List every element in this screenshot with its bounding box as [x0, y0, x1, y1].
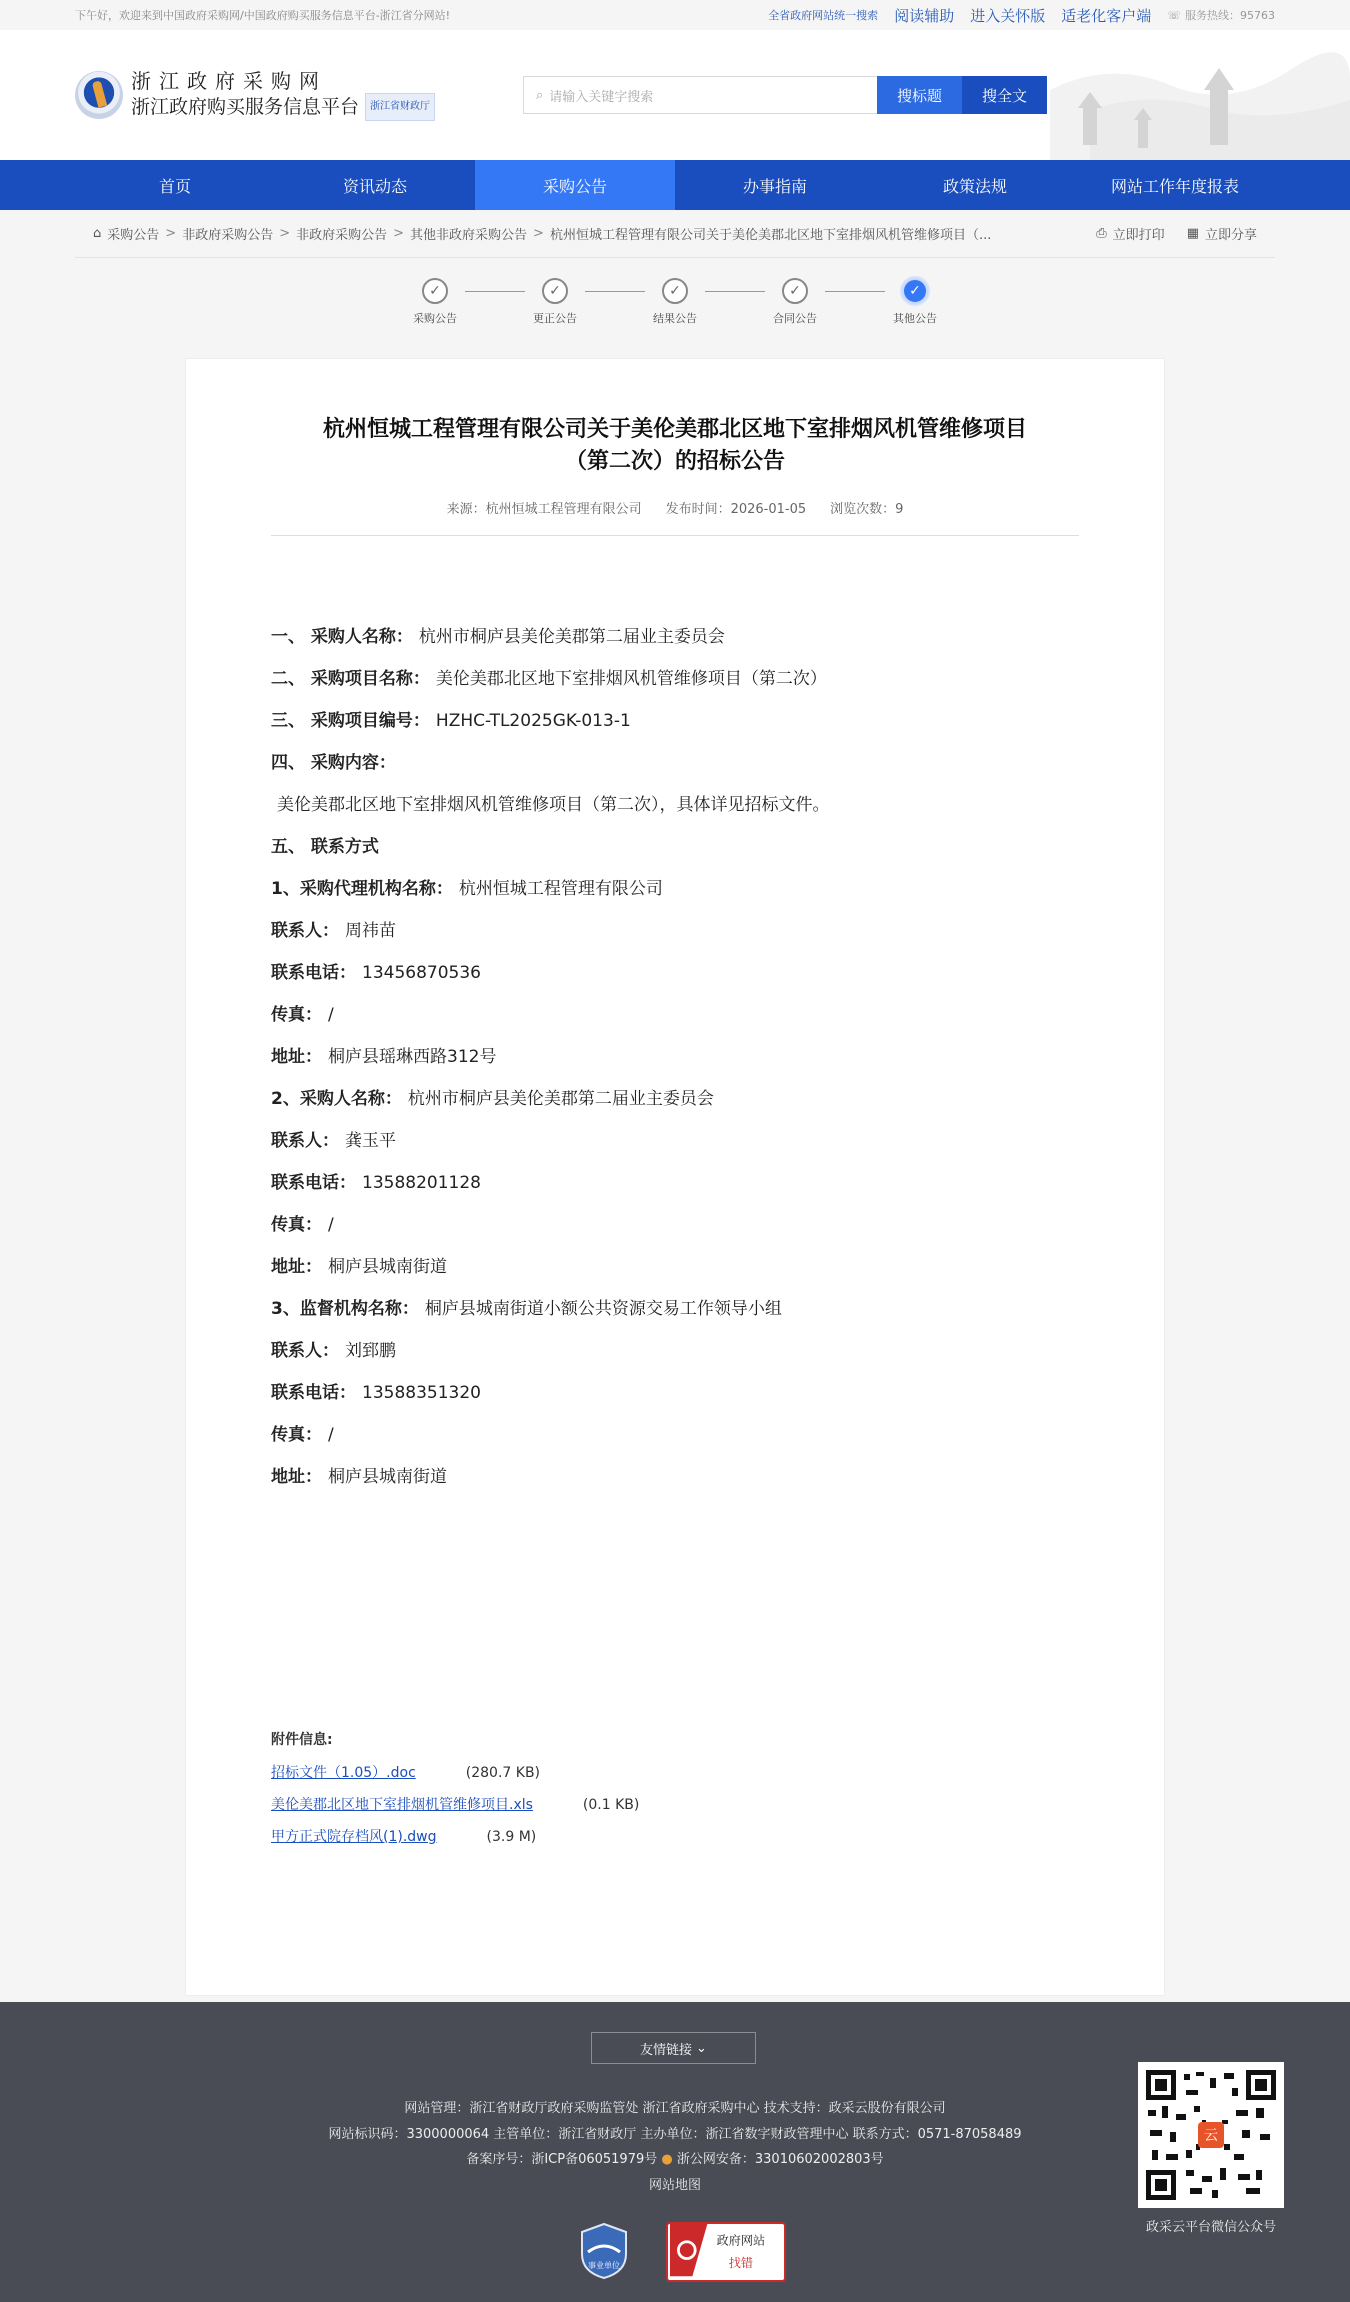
search-icon: ⌕ [536, 87, 544, 103]
nav-procurement-notices[interactable]: 采购公告 [475, 160, 675, 210]
search-placeholder: 请输入关键字搜索 [549, 89, 654, 105]
title-line: 杭州恒城工程管理有限公司关于美伦美郡北区地下室排烟风机管维修项目 [322, 417, 1027, 442]
article-row [271, 994, 1079, 1036]
svg-text:云: 云 [1204, 2128, 1218, 2144]
nav-annual-report[interactable]: 网站工作年度报表 [1110, 176, 1239, 196]
step-procurement[interactable] [405, 278, 465, 326]
article-row [271, 1330, 1079, 1372]
article-row [271, 616, 1079, 658]
row-value: 杭州恒城工程管理有限公司 [458, 879, 663, 899]
article-row [271, 1036, 1079, 1078]
error-report-icon [668, 2224, 784, 2280]
article-source: 来源：杭州恒城工程管理有限公司 [446, 502, 642, 517]
check-icon: ✓ [662, 278, 688, 304]
search-input[interactable] [523, 76, 877, 114]
row-value: 桐庐县城南街道 [328, 1257, 447, 1277]
row-value: 杭州市桐庐县美伦美郡第二届业主委员会 [407, 1089, 714, 1109]
row-label: 地址： [271, 1467, 322, 1487]
attachment-link[interactable]: 甲方正式院存档风(1).dwg [271, 1829, 437, 1845]
row-label: 二、 采购项目名称： [271, 669, 430, 689]
row-label: 1、采购代理机构名称： [271, 879, 453, 899]
breadcrumb-item[interactable]: 其他非政府采购公告 [410, 228, 528, 243]
attachment-link[interactable]: 招标文件（1.05）.doc [271, 1765, 416, 1781]
badge2-bottom-label: 找错 [728, 2255, 754, 2270]
row-label: 传真： [271, 1425, 322, 1445]
row-value: 刘郅鹏 [345, 1341, 396, 1361]
main-nav [0, 160, 1350, 210]
search-fulltext-button[interactable]: 搜全文 [962, 76, 1047, 114]
site-subtitle: 浙江政府购买服务信息平台 [131, 96, 360, 118]
row-value: 13588351320 [362, 1383, 481, 1403]
nav-home[interactable]: 首页 [158, 176, 191, 196]
article-row [271, 826, 1079, 868]
step-connector [705, 291, 765, 292]
friendly-links-label: 友情链接 [640, 2042, 693, 2058]
article-views: 浏览次数：9 [830, 502, 904, 517]
attachments-heading: 附件信息: [271, 1732, 333, 1748]
public-institution-badge[interactable] [580, 2222, 628, 2280]
article-row [271, 910, 1079, 952]
printer-icon: ⎙ [1096, 226, 1107, 241]
row-label: 传真： [271, 1215, 322, 1235]
title-line: （第二次）的招标公告 [564, 449, 785, 474]
qr-caption: 政采云平台微信公众号 [1145, 2220, 1276, 2235]
breadcrumb: ⌂ 采购公告 > 非政府采购公告 > 非政府采购公告 > 其他非政府采购公告 > 杭州恒城工程管理有限公司关于美伦美郡北区地下室排烟风机管维修项目（... ⎙ 立即打印 ▦ 立即分享 [75, 210, 1275, 258]
article-row [271, 700, 1079, 742]
row-value: / [328, 1215, 334, 1235]
step-result[interactable] [645, 278, 705, 326]
row-label: 地址： [271, 1257, 322, 1277]
row-label: 联系电话： [271, 1173, 356, 1193]
row-label: 联系人： [271, 1131, 339, 1151]
step-other[interactable] [885, 278, 945, 326]
attachment-link[interactable]: 美伦美郡北区地下室排烟机管维修项目.xls [271, 1797, 533, 1813]
article-row [271, 1246, 1079, 1288]
article-row [271, 784, 1079, 826]
row-label: 五、 联系方式 [271, 837, 379, 857]
row-label: 三、 采购项目编号： [271, 711, 430, 731]
public-security-link[interactable]: 浙公网安备：33010602002803号 [676, 2152, 884, 2167]
row-label: 一、 采购人名称： [271, 627, 413, 647]
breadcrumb-item[interactable]: 非政府采购公告 [182, 228, 274, 243]
chevron-down-icon: ⌄ [696, 2040, 707, 2056]
step-contract[interactable] [765, 278, 825, 326]
search-title-button[interactable]: 搜标题 [877, 76, 962, 114]
row-value: 13588201128 [362, 1173, 481, 1193]
row-label: 联系人： [271, 921, 339, 941]
row-label: 3、监督机构名称： [271, 1299, 419, 1319]
police-badge-icon: ● [661, 2152, 673, 2167]
nav-policies[interactable]: 政策法规 [942, 176, 1007, 196]
article-row [271, 952, 1079, 994]
check-icon: ✓ [902, 278, 928, 304]
badge1-label: 事业单位 [588, 2261, 620, 2270]
home-icon[interactable]: ⌂ [93, 226, 102, 241]
article-row [271, 1288, 1079, 1330]
row-value: 桐庐县瑶琳西路312号 [328, 1047, 497, 1067]
article-row [271, 1120, 1079, 1162]
care-version-link[interactable]: 进入关怀版 [970, 6, 1046, 25]
hotline [1167, 7, 1275, 23]
reading-aid-link[interactable]: 阅读辅助 [894, 6, 955, 25]
step-connector [465, 291, 525, 292]
top-bar [0, 0, 1350, 30]
article-body [271, 616, 1079, 1498]
nav-guide[interactable]: 办事指南 [742, 176, 807, 196]
check-icon: ✓ [542, 278, 568, 304]
attachment-item [271, 1789, 639, 1821]
row-value: 龚玉平 [345, 1131, 396, 1151]
row-value: 周祎苗 [345, 921, 396, 941]
print-button[interactable] [1096, 224, 1164, 243]
qr-share-icon: ▦ [1186, 226, 1199, 241]
friendly-links-dropdown[interactable] [591, 2032, 756, 2064]
search-bar [523, 76, 1047, 114]
sitemap-link[interactable]: 网站地图 [648, 2178, 701, 2193]
article-row [271, 1162, 1079, 1204]
emblem-icon [75, 71, 123, 119]
elderly-client-link[interactable]: 适老化客户端 [1061, 6, 1152, 25]
article-row [271, 1204, 1079, 1246]
step-label: 合同公告 [773, 312, 817, 325]
article-row [271, 868, 1079, 910]
attachment-item [271, 1821, 639, 1853]
greeting-text: 下午好，欢迎来到中国政府采购网/中国政府购买服务信息平台-浙江省分网站! [75, 9, 451, 22]
step-label: 采购公告 [413, 312, 457, 325]
print-label: 立即打印 [1112, 228, 1165, 243]
department-badge: 浙江省财政厅 [365, 93, 435, 121]
qr-code-icon [1146, 2070, 1276, 2200]
nav-news[interactable]: 资讯动态 [342, 176, 407, 196]
step-label: 结果公告 [653, 312, 697, 325]
footer-management: 网站管理：浙江省财政厅政府采购监管处 浙江省政府采购中心 技术支持：政采云股份有限公司 [404, 2101, 946, 2116]
step-label: 其他公告 [893, 312, 937, 325]
row-value: 桐庐县城南街道小额公共资源交易工作领导小组 [424, 1299, 782, 1319]
row-value: / [328, 1005, 334, 1025]
footer-identity: 网站标识码：3300000064 主管单位：浙江省财政厅 主办单位：浙江省数字财政管理中心 联系方式：0571-87058489 [328, 2127, 1022, 2142]
row-value: 桐庐县城南街道 [328, 1467, 447, 1487]
article-title [271, 414, 1079, 478]
phone-icon: ☏ [1167, 8, 1181, 22]
row-value: 美伦美郡北区地下室排烟风机管维修项目（第二次） [435, 669, 827, 689]
article-row [271, 1372, 1079, 1414]
badge2-top-label: 政府网站 [716, 2233, 766, 2248]
breadcrumb-current: 杭州恒城工程管理有限公司关于美伦美郡北区地下室排烟风机管维修项目（... [549, 228, 992, 243]
row-value: HZHC-TL2025GK-013-1 [435, 711, 631, 731]
step-correction[interactable] [525, 278, 585, 326]
breadcrumb-item[interactable]: 采购公告 [107, 228, 160, 243]
row-value: 美伦美郡北区地下室排烟风机管维修项目（第二次），具体详见招标文件。 [277, 795, 830, 815]
row-label: 四、 采购内容： [271, 753, 396, 773]
site-logo[interactable] [75, 69, 523, 121]
breadcrumb-item[interactable]: 非政府采购公告 [296, 228, 388, 243]
unified-search-link[interactable]: 全省政府网站统一搜索 [768, 9, 879, 22]
row-value: / [328, 1425, 334, 1445]
article-row [271, 1414, 1079, 1456]
row-value: 杭州市桐庐县美伦美郡第二届业主委员会 [418, 627, 725, 647]
icp-record-link[interactable]: 备案序号：浙ICP备06051979号 [466, 2152, 658, 2167]
step-label: 更正公告 [533, 312, 577, 325]
attachment-size: (0.1 KB) [582, 1797, 640, 1813]
site-footer [0, 2002, 1350, 2302]
hotline-text: 服务热线：95763 [1185, 9, 1275, 22]
row-label: 传真： [271, 1005, 322, 1025]
row-label: 联系电话： [271, 963, 356, 983]
attachments [271, 1729, 639, 1853]
site-title: 浙江政府采购网 [131, 69, 327, 93]
row-label: 2、采购人名称： [271, 1089, 402, 1109]
attachment-item [271, 1757, 639, 1789]
check-icon: ✓ [782, 278, 808, 304]
step-connector [825, 291, 885, 292]
check-icon: ✓ [422, 278, 448, 304]
gov-site-error-report-badge[interactable] [666, 2222, 786, 2282]
article-row [271, 658, 1079, 700]
article-date: 发布时间：2026-01-05 [665, 502, 807, 517]
article-card [185, 358, 1165, 1996]
step-connector [585, 291, 645, 292]
row-label: 地址： [271, 1047, 322, 1067]
notice-steps [75, 258, 1275, 358]
article-row [271, 742, 1079, 784]
article-row [271, 1078, 1079, 1120]
row-value: 13456870536 [362, 963, 481, 983]
share-button[interactable] [1187, 224, 1257, 243]
site-header [0, 30, 1350, 160]
row-label: 联系人： [271, 1341, 339, 1361]
share-label: 立即分享 [1204, 228, 1257, 243]
wechat-qr-code [1138, 2062, 1284, 2208]
attachment-size: (3.9 M) [486, 1829, 537, 1845]
row-label: 联系电话： [271, 1383, 356, 1403]
article-row [271, 1456, 1079, 1498]
attachment-size: (280.7 KB) [465, 1765, 541, 1781]
article-meta [271, 498, 1079, 536]
